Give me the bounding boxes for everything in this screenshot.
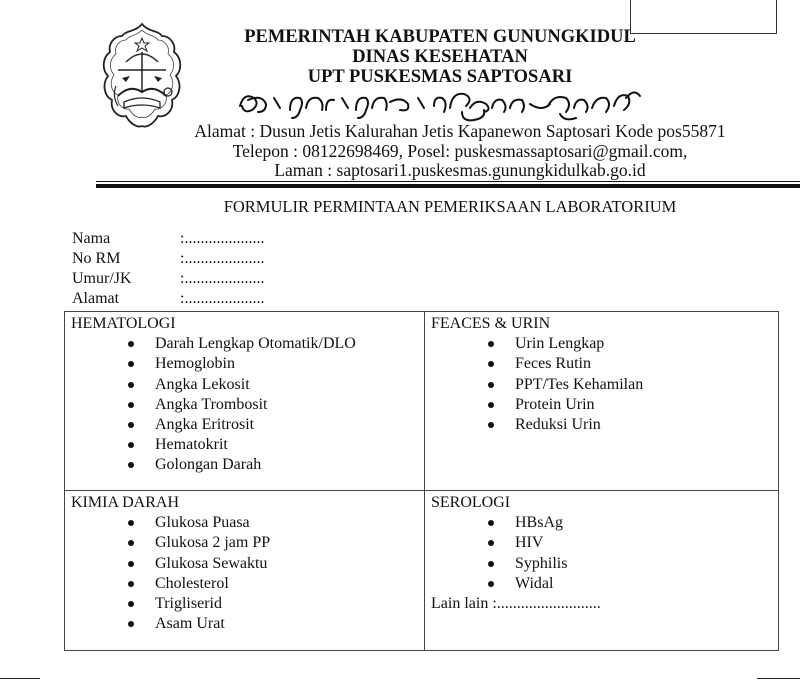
header-department-line: DINAS KESEHATAN	[352, 47, 528, 67]
bullet-icon	[488, 341, 494, 347]
patient-field-address	[72, 289, 264, 309]
test-item[interactable]: Cholesterol	[71, 574, 418, 594]
field-label: Alamat	[72, 290, 120, 307]
test-item[interactable]: Syphilis	[431, 554, 772, 574]
age-gender-input-line[interactable]: :....................	[180, 270, 265, 287]
section-title: HEMATOLOGI	[71, 315, 176, 332]
header-divider-thin	[96, 181, 800, 182]
header-institution-line: UPT PUSKESMAS SAPTOSARI	[307, 67, 573, 87]
bullet-icon	[488, 520, 494, 526]
other-tests-input-line[interactable]: Lain lain :..........................	[431, 595, 601, 613]
bullet-icon	[488, 382, 494, 388]
test-item[interactable]: Glukosa Puasa	[71, 513, 418, 533]
field-label: No RM	[72, 250, 121, 267]
test-item[interactable]: Trigliserid	[71, 594, 418, 614]
bullet-icon	[128, 601, 134, 607]
bullet-icon	[128, 341, 134, 347]
header-divider-thick	[96, 184, 800, 188]
bullet-icon	[488, 561, 494, 567]
bullet-icon	[128, 581, 134, 587]
bullet-icon	[128, 422, 134, 428]
test-item[interactable]: HBsAg	[431, 513, 772, 533]
test-item[interactable]: Reduksi Urin	[431, 415, 772, 435]
test-item[interactable]: Angka Trombosit	[71, 395, 418, 415]
bullet-icon	[128, 402, 134, 408]
test-item[interactable]: Hematokrit	[71, 435, 418, 455]
test-item[interactable]: Protein Urin	[431, 395, 772, 415]
bullet-icon	[128, 361, 134, 367]
test-item[interactable]: Angka Eritrosit	[71, 415, 418, 435]
test-item[interactable]: Darah Lengkap Otomatik/DLO	[71, 334, 418, 354]
form-title: FORMULIR PERMINTAAN PEMERIKSAAN LABORATORIUM	[223, 197, 677, 216]
test-item[interactable]: Hemoglobin	[71, 354, 418, 374]
field-label: Umur/JK	[72, 270, 132, 287]
medical-record-input-line[interactable]: :....................	[180, 250, 265, 267]
test-item[interactable]: Glukosa 2 jam PP	[71, 533, 418, 553]
bullet-icon	[488, 361, 494, 367]
header-address: Alamat : Dusun Jetis Kalurahan Jetis Kapanewon Saptosari Kode pos55871	[194, 121, 726, 141]
section-title: SEROLOGI	[431, 494, 511, 511]
test-item[interactable]: Asam Urat	[71, 614, 418, 634]
test-item[interactable]: PPT/Tes Kehamilan	[431, 375, 772, 395]
patient-field-age-gender	[72, 269, 264, 289]
bullet-icon	[488, 581, 494, 587]
regency-coat-of-arms-icon	[100, 22, 184, 130]
name-input-line[interactable]: :....................	[180, 230, 265, 247]
section-serologi	[425, 491, 779, 651]
test-item[interactable]: Widal	[431, 574, 772, 594]
section-title: FEACES & URIN	[431, 315, 551, 332]
bullet-icon	[128, 540, 134, 546]
bullet-icon	[488, 402, 494, 408]
bullet-icon	[128, 382, 134, 388]
bullet-icon	[128, 462, 134, 468]
page-edge-mark-right	[757, 678, 800, 679]
header-contact: Telepon : 08122698469, Posel: puskesmassaptosari@gmail.com,	[232, 141, 688, 161]
header-government-line: PEMERINTAH KABUPATEN GUNUNGKIDUL	[244, 27, 636, 47]
bullet-icon	[128, 442, 134, 448]
page-edge-mark-left	[0, 678, 40, 679]
test-item[interactable]: Feces Rutin	[431, 354, 772, 374]
test-item[interactable]: Urin Lengkap	[431, 334, 772, 354]
patient-field-name	[72, 229, 264, 249]
bullet-icon	[128, 621, 134, 627]
section-hematologi	[65, 312, 425, 491]
test-item[interactable]: HIV	[431, 533, 772, 553]
test-item[interactable]: Glukosa Sewaktu	[71, 554, 418, 574]
field-label: Nama	[72, 230, 111, 247]
javanese-script-line	[230, 84, 710, 124]
test-item[interactable]: Angka Lekosit	[71, 375, 418, 395]
patient-field-medical-record	[72, 249, 264, 269]
bullet-icon	[488, 422, 494, 428]
test-item[interactable]: Golongan Darah	[71, 455, 418, 475]
address-input-line[interactable]: :....................	[180, 290, 265, 307]
section-title: KIMIA DARAH	[71, 494, 179, 511]
bullet-icon	[128, 520, 134, 526]
section-kimia-darah	[65, 491, 425, 651]
header-website: Laman : saptosari1.puskesmas.gunungkidulkab.go.id	[274, 160, 646, 180]
lab-test-table	[64, 311, 779, 651]
section-feces-urin	[425, 312, 779, 491]
bullet-icon	[128, 561, 134, 567]
bullet-icon	[488, 540, 494, 546]
